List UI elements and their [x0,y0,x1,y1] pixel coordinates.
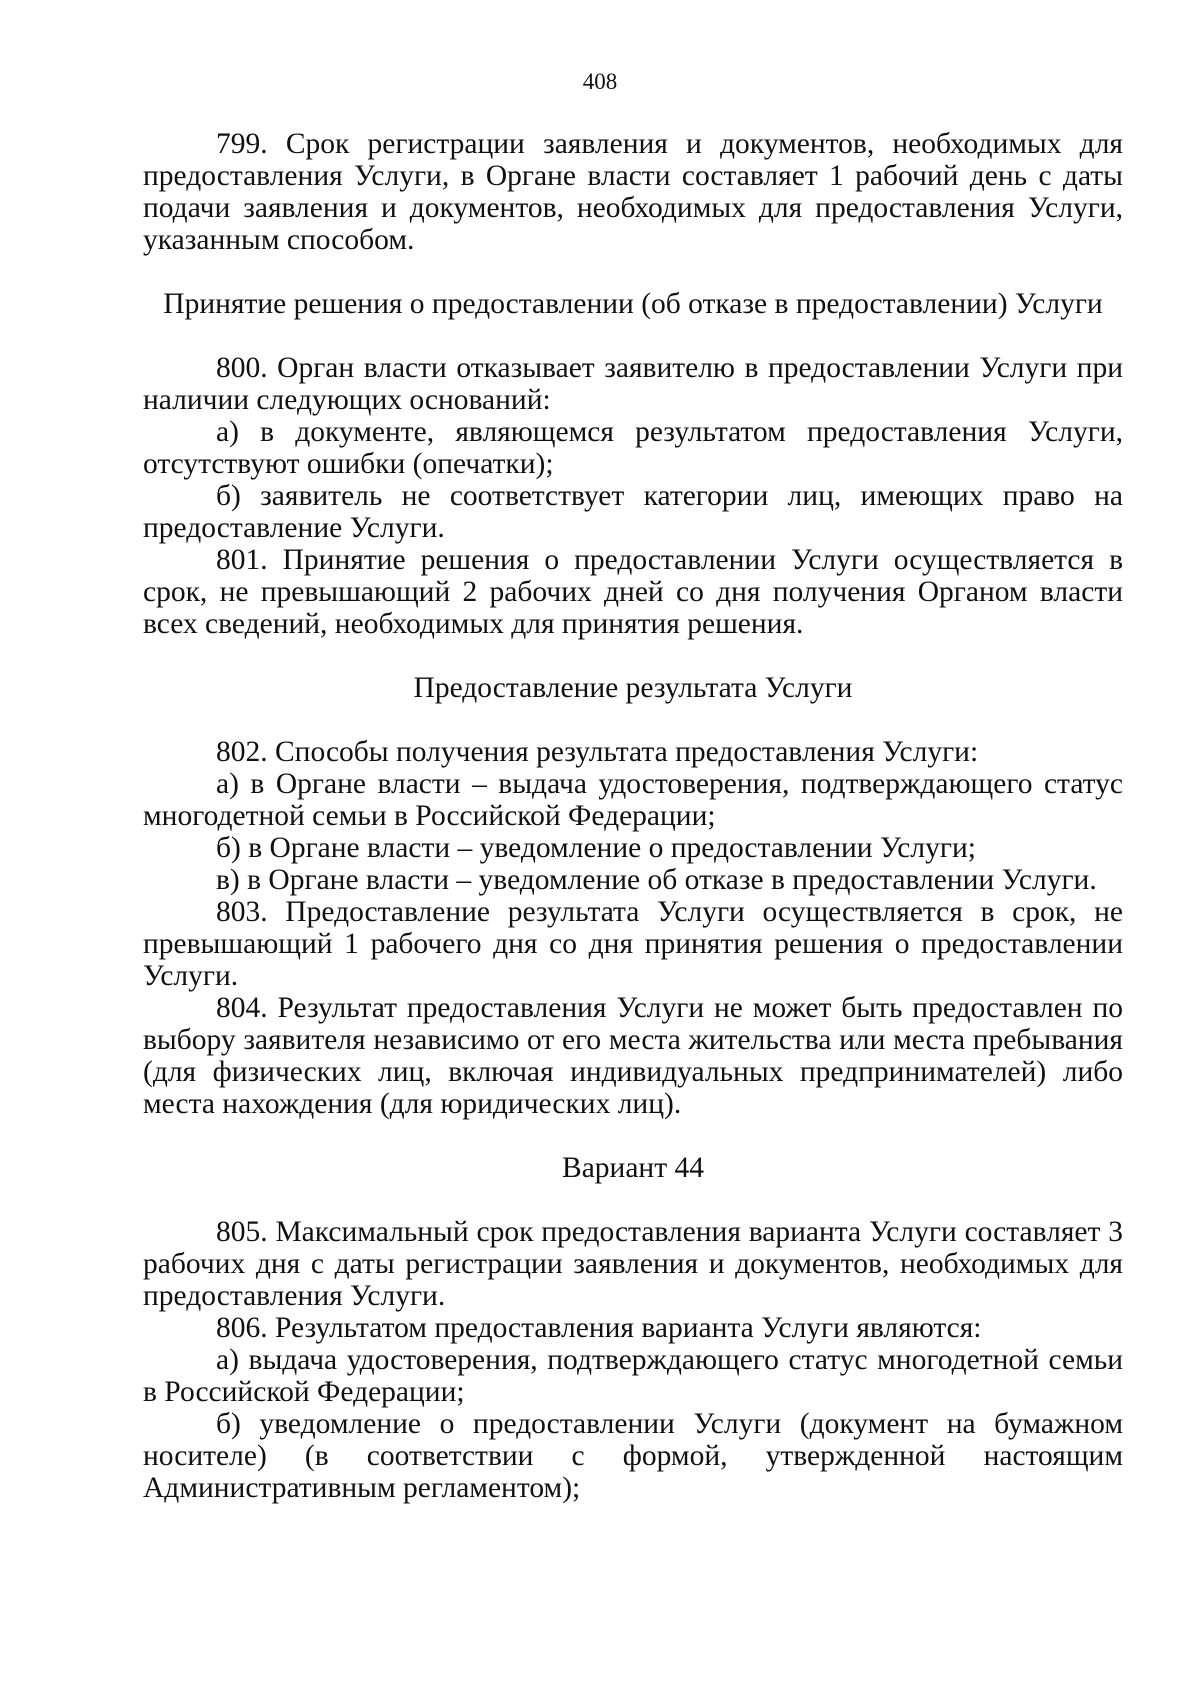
paragraph-801: 801. Принятие решения о предоставлении Услуги осуществляется в срок, не превышающий 2 рабочих дней со дня получения Органом власти всех сведений, необходимых для принятия решения. [143,544,1123,640]
paragraph-806-a: а) выдача удостоверения, подтверждающего статус многодетной семьи в Российской Федерации; [143,1344,1123,1408]
paragraph-800: 800. Орган власти отказывает заявителю в предоставлении Услуги при наличии следующих оснований: [143,352,1123,416]
section-heading-variant-44: Вариант 44 [562,1152,704,1184]
paragraph-800-b: б) заявитель не соответствует категории лиц, имеющих право на предоставление Услуги. [143,480,1123,544]
paragraph-802-v: в) в Органе власти – уведомление об отказе в предоставлении Услуги. [216,864,1097,896]
paragraph-800-a: а) в документе, являющемся результатом предоставления Услуги, отсутствуют ошибки (опечатки); [143,416,1123,480]
paragraph-803: 803. Предоставление результата Услуги осуществляется в срок, не превышающий 1 рабочего дня со дня принятия решения о предоставлении Услуги. [143,896,1123,992]
section-heading-result: Предоставление результата Услуги [413,672,853,704]
paragraph-806: 806. Результатом предоставления варианта Услуги являются: [216,1312,982,1344]
paragraph-806-b: б) уведомление о предоставлении Услуги (документ на бумажном носителе) (в соответствии с формой, утвержденной настоящим Административным регламентом); [143,1408,1123,1504]
paragraph-802: 802. Способы получения результата предоставления Услуги: [216,736,979,768]
document-body [143,128,1123,1504]
paragraph-799: 799. Срок регистрации заявления и документов, необходимых для предоставления Услуги, в Органе власти составляет 1 рабочий день с даты подачи заявления и документов, необходимых для предоставления Услуги, указанным способом. [143,128,1123,256]
paragraph-802-a: а) в Органе власти – выдача удостоверения, подтверждающего статус многодетной семьи в Российской Федерации; [143,768,1123,832]
paragraph-802-b: б) в Органе власти – уведомление о предоставлении Услуги; [216,832,976,864]
section-heading-decision: Принятие решения о предоставлении (об отказе в предоставлении) Услуги [163,288,1103,320]
paragraph-805: 805. Максимальный срок предоставления варианта Услуги составляет 3 рабочих дня с даты регистрации заявления и документов, необходимых для предоставления Услуги. [143,1216,1123,1312]
paragraph-804: 804. Результат предоставления Услуги не может быть предоставлен по выбору заявителя независимо от его места жительства или места пребывания (для физических лиц, включая индивидуальных предпринимателей) либо места нахождения (для юридических лиц). [143,992,1123,1120]
page-number: 408 [582,69,618,94]
